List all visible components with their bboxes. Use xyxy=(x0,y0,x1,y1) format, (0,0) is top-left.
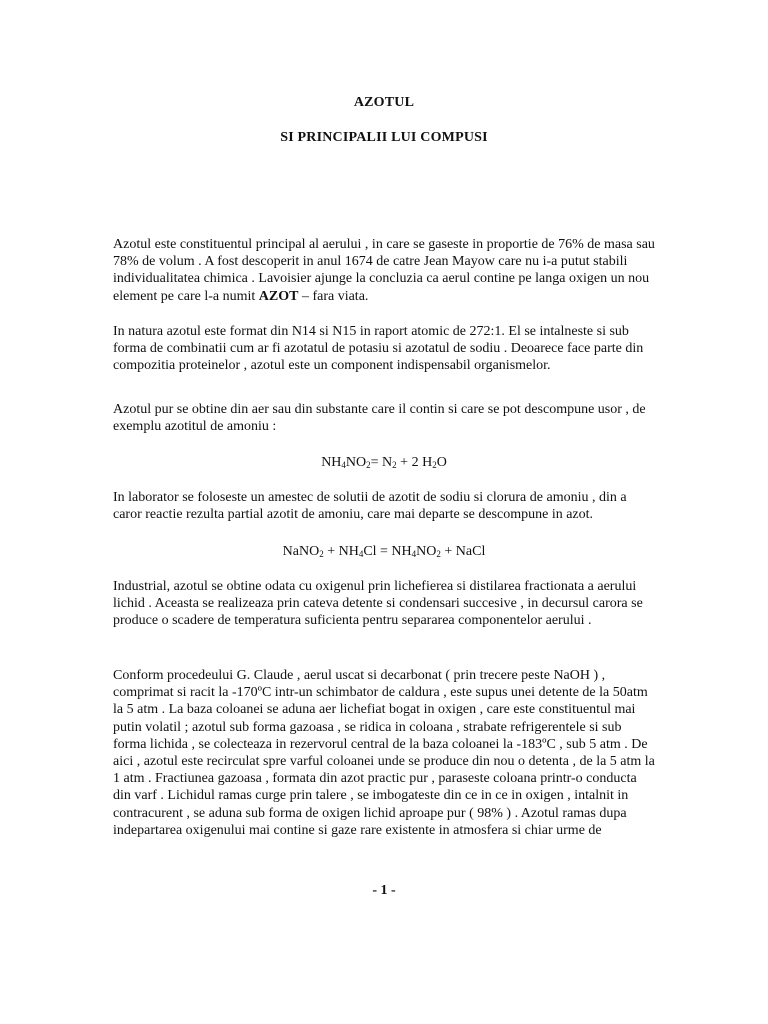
document-title: AZOTUL xyxy=(353,95,415,110)
formula2-subscript: 2 xyxy=(436,549,441,559)
formula1-subscript: 4 xyxy=(341,460,346,470)
azot-bold-term: AZOT xyxy=(258,288,299,304)
page-number: - 1 - xyxy=(372,883,396,898)
formula2-subscript: 4 xyxy=(358,549,364,559)
formula2-part: Cl = NH xyxy=(363,544,412,559)
formula2-subscript: 4 xyxy=(411,549,417,559)
formula2-part: NO xyxy=(416,544,437,559)
formula1-part: NO xyxy=(345,455,367,470)
formula-sodium-nitrite-reaction xyxy=(0,544,768,560)
formula1-subscript: 2 xyxy=(392,460,397,470)
paragraph-intro-text: Azotul este constituentul principal al aerului , in care se gaseste in proportie de 76% de masa sau 78% de volum . A fost descoperit in anul 1674 de catre Jean Mayow care nu i-a putut stabili individualitatea chimica . Lavoisier ajunge la concluzia ca aerul contine pe langa oxigen un nou element pe care l-a numit xyxy=(113,237,655,304)
formula1-part: + 2 H xyxy=(396,455,433,470)
paragraph-industrial: Industrial, azotul se obtine odata cu oxigenul prin lichefierea si distilarea fractionata a aerului lichid . Aceasta se realizeaza prin cateva detente si condensari succesive , in decursul carora se produce o scadere de temperatura suficienta pentru separarea componentelor aerului . xyxy=(113,579,643,629)
formula2-part: NaNO xyxy=(282,544,320,559)
paragraph-intro xyxy=(113,236,658,305)
formula2-part: + NaCl xyxy=(440,544,486,559)
formula2-part: + NH xyxy=(323,544,359,559)
formula1-subscript: 2 xyxy=(366,460,371,470)
paragraph-laboratory: In laborator se foloseste un amestec de solutii de azotit de sodiu si clorura de amoniu , din a caror reactie rezulta partial azotit de amoniu, care mai departe se descompune in azot. xyxy=(113,490,627,523)
paragraph-claude-process: Conform procedeului G. Claude , aerul uscat si decarbonat ( prin trecere peste NaOH ) , comprimat si racit la -170ºC intr-un schimbator de caldura , este supus unei detente de la 50atm la 5 atm . La baza coloanei se aduna aer lichefiat bogat in oxigen , care este constituentul mai putin volatil ; azotul sub forma gazoasa , se ridica in coloana , strabate refrigerentele si sub forma lichida , se colecteaza in rezervorul central de la baza coloanei la -183ºC , sub 5 atm . De aici , azotul este recirculat spre varful coloanei unde se produce din nou o detenta , de la 5 atm la 1 atm . Fractiunea gazoasa , formata din azot practic pur , paraseste coloana printr-o conducta din varf . Lichidul ramas curge prin talere , se imbogateste din ce in ce in oxigen , intalnit in contracurent , se aduna sub forma de oxigen lichid aproape pur ( 98% ) . Azotul ramas dupa indepartarea oxigenului mai contine si gaze rare existente in atmosfera si chiar urme de xyxy=(113,668,655,838)
paragraph-pure-nitrogen: Azotul pur se obtine din aer sau din substante care il contin si care se pot descompune usor , de exemplu azotitul de amoniu : xyxy=(113,402,646,435)
formula1-part: = N xyxy=(370,455,393,470)
paragraph-intro-tail: – fara viata. xyxy=(301,288,369,304)
formula-ammonium-nitrite xyxy=(0,455,768,471)
formula2-subscript: 2 xyxy=(319,549,324,559)
formula1-part: NH xyxy=(321,455,342,470)
paragraph-nature: In natura azotul este format din N14 si N15 in raport atomic de 272:1. El se intalneste si sub forma de combinatii cum ar fi azotatul de potasiu si azotatul de sodiu . Deoarece face parte din compozitia proteinelor , azotul este un component indispensabil organismelor. xyxy=(113,324,644,374)
formula1-part: O xyxy=(436,455,447,470)
document-subtitle: SI PRINCIPALII LUI COMPUSI xyxy=(280,130,488,145)
formula1-subscript: 2 xyxy=(432,460,437,470)
